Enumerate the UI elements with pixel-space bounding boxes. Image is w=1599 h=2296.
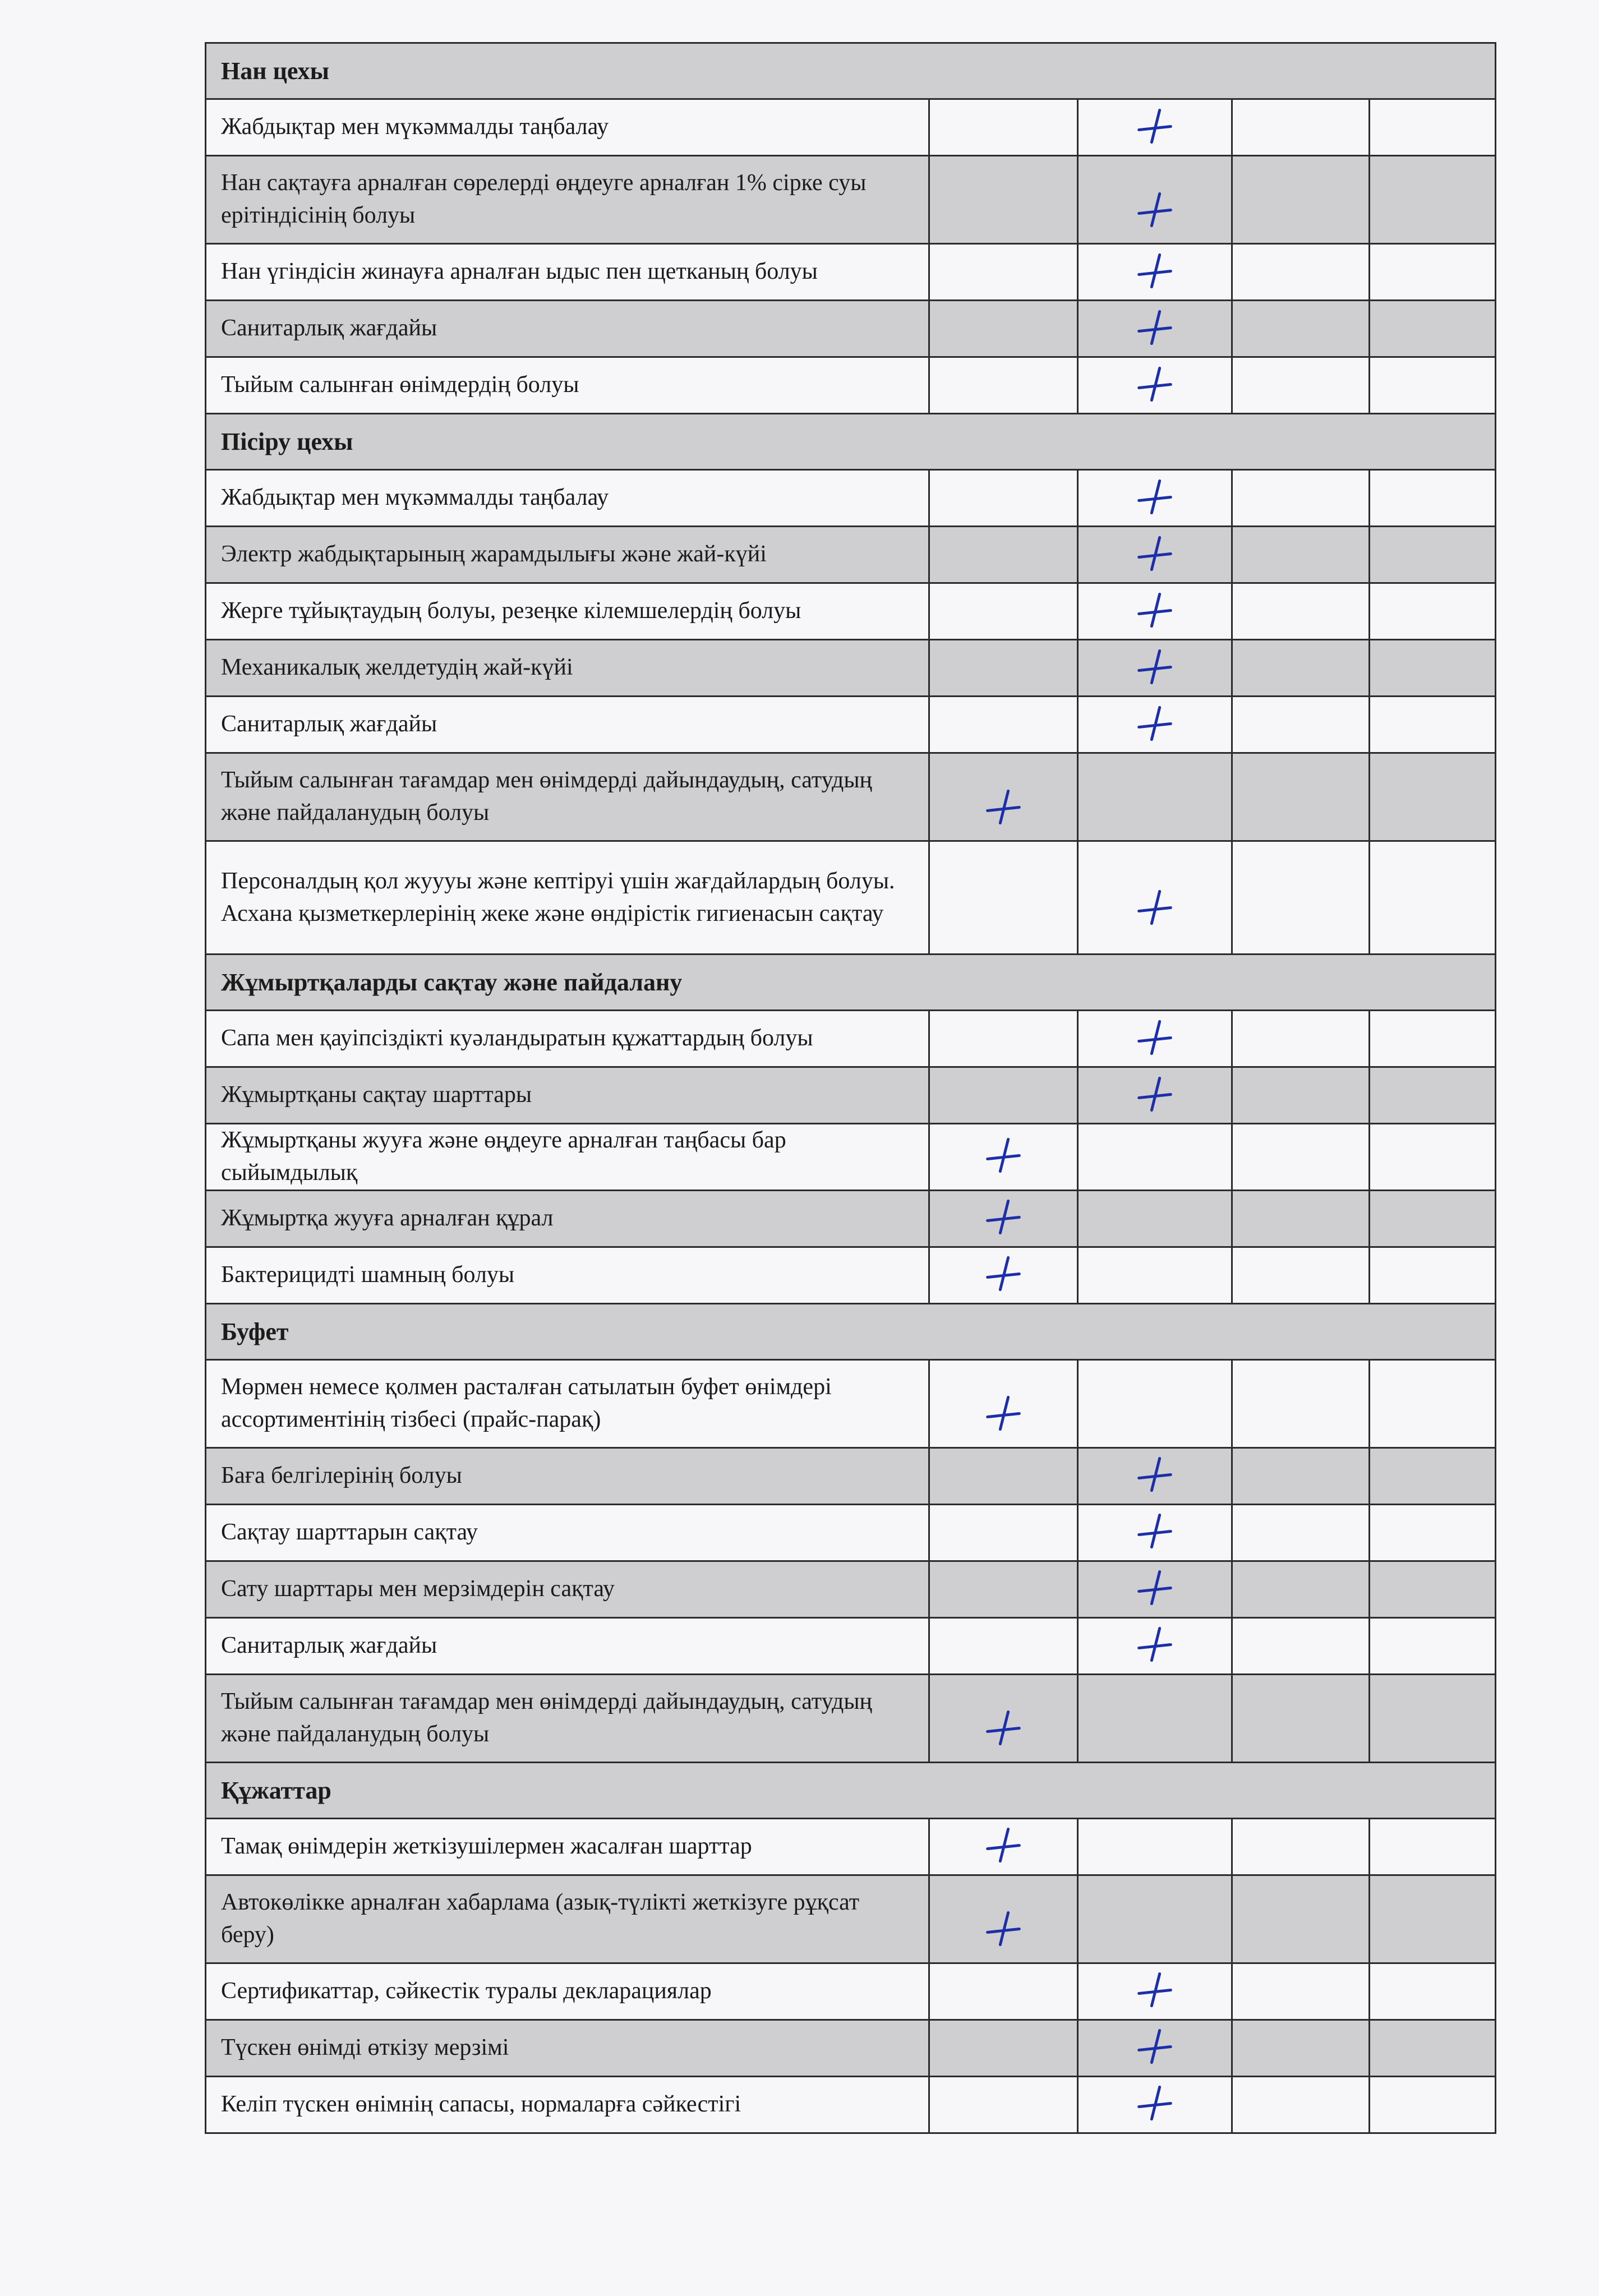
section-title: Пісіру цехы: [206, 414, 1496, 470]
checklist-item-label: Персоналдың қол жуууы және кептіруі үшін жағдайлардың болуы. Асхана қызметкерлерінің жеке және өндірістік гигиенасын сақтау: [206, 841, 929, 955]
mark-cell-2[interactable]: [1078, 697, 1232, 753]
mark-cell-3[interactable]: [1232, 1617, 1370, 1674]
mark-cell-3[interactable]: [1232, 753, 1370, 841]
section-header-row: [206, 955, 1496, 1011]
checklist-row: [206, 357, 1496, 414]
checklist-item-label: Жабдықтар мен мүкәммалды таңбалау: [206, 470, 929, 527]
handwritten-plus-icon: [984, 1825, 1023, 1865]
checklist-item-label: Мөрмен немесе қолмен расталған сатылатын буфет өнімдері ассортиментінің тізбесі (прайс-парақ): [206, 1359, 929, 1447]
checklist-row: [206, 1190, 1496, 1247]
mark-cell-3[interactable]: [1232, 2020, 1370, 2076]
mark-cell-3[interactable]: [1232, 697, 1370, 753]
mark-cell-2[interactable]: [1078, 640, 1232, 697]
mark-cell-2[interactable]: [1078, 2076, 1232, 2133]
handwritten-plus-icon: [984, 1254, 1023, 1293]
mark-cell-3[interactable]: [1232, 1963, 1370, 2020]
handwritten-plus-icon: [1135, 2083, 1174, 2123]
checklist-row: [206, 1818, 1496, 1875]
handwritten-plus-icon: [1135, 107, 1174, 146]
mark-cell-4[interactable]: [1370, 470, 1496, 527]
mark-cell-1[interactable]: [929, 697, 1078, 753]
handwritten-plus-icon: [1135, 1970, 1174, 2009]
checklist-item-label: Бактерицидті шамның болуы: [206, 1247, 929, 1303]
checklist-item-label: Тыйым салынған өнімдердің болуы: [206, 357, 929, 414]
checklist-item-label: Сату шарттары мен мерзімдерін сақтау: [206, 1561, 929, 1617]
mark-cell-2[interactable]: [1078, 1504, 1232, 1561]
mark-cell-3[interactable]: [1232, 99, 1370, 156]
checklist-row: [206, 1963, 1496, 2020]
handwritten-plus-icon: [1135, 251, 1174, 291]
mark-cell-2[interactable]: [1078, 1247, 1232, 1303]
section-title: Жұмыртқаларды сақтау және пайдалану: [206, 955, 1496, 1011]
handwritten-plus-icon: [1135, 704, 1174, 743]
mark-cell-1[interactable]: [929, 841, 1078, 955]
mark-cell-4[interactable]: [1370, 1124, 1496, 1191]
checklist-item-label: Автокөлікке арналған хабарлама (азық-түлікті жеткізуге рұқсат беру): [206, 1875, 929, 1963]
mark-cell-3[interactable]: [1232, 470, 1370, 527]
mark-cell-4[interactable]: [1370, 301, 1496, 357]
checklist-row: [206, 1561, 1496, 1617]
handwritten-plus-icon: [984, 1708, 1023, 1748]
mark-cell-2[interactable]: [1078, 1561, 1232, 1617]
handwritten-plus-icon: [1135, 1625, 1174, 1664]
mark-cell-2[interactable]: [1078, 156, 1232, 244]
mark-cell-3[interactable]: [1232, 2076, 1370, 2133]
handwritten-plus-icon: [1135, 1511, 1174, 1551]
mark-cell-3[interactable]: [1232, 1359, 1370, 1447]
checklist-row: [206, 583, 1496, 640]
checklist-row: [206, 1359, 1496, 1447]
mark-cell-1[interactable]: [929, 1124, 1078, 1191]
checklist-row: [206, 640, 1496, 697]
mark-cell-4[interactable]: [1370, 2076, 1496, 2133]
mark-cell-2[interactable]: [1078, 1963, 1232, 2020]
handwritten-plus-icon: [1135, 888, 1174, 927]
mark-cell-3[interactable]: [1232, 1067, 1370, 1124]
handwritten-plus-icon: [984, 1394, 1023, 1433]
mark-cell-3[interactable]: [1232, 583, 1370, 640]
checklist-row: [206, 753, 1496, 841]
checklist-item-label: Санитарлық жағдайы: [206, 301, 929, 357]
checklist-item-label: Түскен өнімді өткізу мерзімі: [206, 2020, 929, 2076]
checklist-item-label: Жұмыртқаны жууға және өңдеуге арналған таңбасы бар сыйымдылық: [206, 1124, 929, 1191]
mark-cell-1[interactable]: [929, 1359, 1078, 1447]
mark-cell-1[interactable]: [929, 1067, 1078, 1124]
mark-cell-1[interactable]: [929, 583, 1078, 640]
checklist-row: [206, 1247, 1496, 1303]
mark-cell-1[interactable]: [929, 753, 1078, 841]
mark-cell-4[interactable]: [1370, 1617, 1496, 1674]
mark-cell-4[interactable]: [1370, 156, 1496, 244]
checklist-row: [206, 1674, 1496, 1762]
mark-cell-3[interactable]: [1232, 357, 1370, 414]
mark-cell-1[interactable]: [929, 1561, 1078, 1617]
checklist-item-label: Нан сақтауға арналған сөрелерді өңдеуге арналған 1% сірке суы ерітіндісінің болуы: [206, 156, 929, 244]
mark-cell-2[interactable]: [1078, 470, 1232, 527]
checklist-row: [206, 301, 1496, 357]
mark-cell-4[interactable]: [1370, 841, 1496, 955]
mark-cell-1[interactable]: [929, 1818, 1078, 1875]
mark-cell-3[interactable]: [1232, 301, 1370, 357]
mark-cell-4[interactable]: [1370, 99, 1496, 156]
handwritten-plus-icon: [984, 1197, 1023, 1237]
mark-cell-1[interactable]: [929, 527, 1078, 583]
mark-cell-3[interactable]: [1232, 841, 1370, 955]
mark-cell-4[interactable]: [1370, 1561, 1496, 1617]
mark-cell-2[interactable]: [1078, 1617, 1232, 1674]
checklist-row: [206, 470, 1496, 527]
mark-cell-4[interactable]: [1370, 357, 1496, 414]
mark-cell-3[interactable]: [1232, 640, 1370, 697]
section-title: Буфет: [206, 1303, 1496, 1359]
mark-cell-2[interactable]: [1078, 2020, 1232, 2076]
mark-cell-3[interactable]: [1232, 1561, 1370, 1617]
checklist-row: [206, 1875, 1496, 1963]
checklist-row: [206, 1124, 1496, 1191]
mark-cell-4[interactable]: [1370, 1674, 1496, 1762]
mark-cell-3[interactable]: [1232, 527, 1370, 583]
mark-cell-1[interactable]: [929, 99, 1078, 156]
mark-cell-4[interactable]: [1370, 1818, 1496, 1875]
mark-cell-3[interactable]: [1232, 1011, 1370, 1067]
checklist-item-label: Жерге тұйықтаудың болуы, резеңке кілемшелердің болуы: [206, 583, 929, 640]
checklist-item-label: Санитарлық жағдайы: [206, 697, 929, 753]
mark-cell-1[interactable]: [929, 244, 1078, 301]
checklist-item-label: Санитарлық жағдайы: [206, 1617, 929, 1674]
mark-cell-2[interactable]: [1078, 841, 1232, 955]
mark-cell-1[interactable]: [929, 1011, 1078, 1067]
mark-cell-3[interactable]: [1232, 1447, 1370, 1504]
handwritten-plus-icon: [1135, 365, 1174, 404]
section-header-row: [206, 43, 1496, 99]
mark-cell-4[interactable]: [1370, 1190, 1496, 1247]
mark-cell-4[interactable]: [1370, 1247, 1496, 1303]
section-title: Нан цехы: [206, 43, 1496, 99]
mark-cell-2[interactable]: [1078, 583, 1232, 640]
handwritten-plus-icon: [1135, 1455, 1174, 1494]
checklist-row: [206, 1504, 1496, 1561]
mark-cell-4[interactable]: [1370, 697, 1496, 753]
mark-cell-1[interactable]: [929, 1875, 1078, 1963]
mark-cell-3[interactable]: [1232, 1124, 1370, 1191]
mark-cell-4[interactable]: [1370, 2020, 1496, 2076]
mark-cell-1[interactable]: [929, 2076, 1078, 2133]
handwritten-plus-icon: [1135, 534, 1174, 573]
mark-cell-1[interactable]: [929, 301, 1078, 357]
mark-cell-2[interactable]: [1078, 1447, 1232, 1504]
mark-cell-4[interactable]: [1370, 244, 1496, 301]
inspection-checklist-table: [205, 42, 1496, 2134]
mark-cell-4[interactable]: [1370, 753, 1496, 841]
checklist-item-label: Нан үгіндісін жинауға арналған ыдыс пен щетканың болуы: [206, 244, 929, 301]
mark-cell-4[interactable]: [1370, 1359, 1496, 1447]
mark-cell-1[interactable]: [929, 470, 1078, 527]
mark-cell-1[interactable]: [929, 156, 1078, 244]
mark-cell-3[interactable]: [1232, 1190, 1370, 1247]
mark-cell-4[interactable]: [1370, 1875, 1496, 1963]
section-header-row: [206, 1303, 1496, 1359]
checklist-item-label: Тамақ өнімдерін жеткізушілермен жасалған шарттар: [206, 1818, 929, 1875]
mark-cell-3[interactable]: [1232, 1247, 1370, 1303]
handwritten-plus-icon: [984, 787, 1023, 827]
handwritten-plus-icon: [1135, 308, 1174, 347]
mark-cell-2[interactable]: [1078, 1190, 1232, 1247]
checklist-row: [206, 1011, 1496, 1067]
handwritten-plus-icon: [1135, 1568, 1174, 1607]
mark-cell-3[interactable]: [1232, 1875, 1370, 1963]
checklist-item-label: Сапа мен қауіпсіздікті куәландыратын құжаттардың болуы: [206, 1011, 929, 1067]
checklist-row: [206, 244, 1496, 301]
mark-cell-2[interactable]: [1078, 357, 1232, 414]
mark-cell-4[interactable]: [1370, 527, 1496, 583]
mark-cell-2[interactable]: [1078, 1011, 1232, 1067]
checklist-item-label: Жұмыртқа жууға арналған құрал: [206, 1190, 929, 1247]
checklist-row: [206, 2020, 1496, 2076]
mark-cell-4[interactable]: [1370, 1011, 1496, 1067]
handwritten-plus-icon: [1135, 190, 1174, 229]
checklist-row: [206, 527, 1496, 583]
mark-cell-1[interactable]: [929, 1617, 1078, 1674]
mark-cell-2[interactable]: [1078, 1674, 1232, 1762]
handwritten-plus-icon: [1135, 477, 1174, 517]
mark-cell-1[interactable]: [929, 1447, 1078, 1504]
section-header-row: [206, 1762, 1496, 1818]
handwritten-plus-icon: [984, 1909, 1023, 1948]
mark-cell-1[interactable]: [929, 1963, 1078, 2020]
mark-cell-2[interactable]: [1078, 527, 1232, 583]
checklist-item-label: Баға белгілерінің болуы: [206, 1447, 929, 1504]
checklist-row: [206, 99, 1496, 156]
checklist-row: [206, 841, 1496, 955]
mark-cell-3[interactable]: [1232, 244, 1370, 301]
mark-cell-2[interactable]: [1078, 99, 1232, 156]
mark-cell-1[interactable]: [929, 1504, 1078, 1561]
mark-cell-2[interactable]: [1078, 1067, 1232, 1124]
checklist-item-label: Сертификаттар, сәйкестік туралы декларациялар: [206, 1963, 929, 2020]
mark-cell-2[interactable]: [1078, 753, 1232, 841]
section-header-row: [206, 414, 1496, 470]
mark-cell-1[interactable]: [929, 1674, 1078, 1762]
mark-cell-2[interactable]: [1078, 1875, 1232, 1963]
mark-cell-2[interactable]: [1078, 1818, 1232, 1875]
checklist-item-label: Тыйым салынған тағамдар мен өнімдерді дайындаудың, сатудың және пайдаланудың болуы: [206, 1674, 929, 1762]
handwritten-plus-icon: [1135, 591, 1174, 630]
mark-cell-1[interactable]: [929, 357, 1078, 414]
checklist-item-label: Жабдықтар мен мүкәммалды таңбалау: [206, 99, 929, 156]
mark-cell-4[interactable]: [1370, 640, 1496, 697]
mark-cell-4[interactable]: [1370, 1447, 1496, 1504]
mark-cell-1[interactable]: [929, 2020, 1078, 2076]
checklist-item-label: Келіп түскен өнімнің сапасы, нормаларға сәйкестігі: [206, 2076, 929, 2133]
handwritten-plus-icon: [1135, 1018, 1174, 1057]
checklist-item-label: Сақтау шарттарын сақтау: [206, 1504, 929, 1561]
mark-cell-1[interactable]: [929, 640, 1078, 697]
checklist-item-label: Жұмыртқаны сақтау шарттары: [206, 1067, 929, 1124]
section-title: Құжаттар: [206, 1762, 1496, 1818]
handwritten-plus-icon: [984, 1136, 1023, 1175]
mark-cell-4[interactable]: [1370, 1067, 1496, 1124]
checklist-body: [206, 43, 1496, 2133]
checklist-item-label: Электр жабдықтарының жарамдылығы және жай-күйі: [206, 527, 929, 583]
handwritten-plus-icon: [1135, 2027, 1174, 2066]
mark-cell-3[interactable]: [1232, 156, 1370, 244]
mark-cell-4[interactable]: [1370, 583, 1496, 640]
mark-cell-2[interactable]: [1078, 244, 1232, 301]
mark-cell-1[interactable]: [929, 1190, 1078, 1247]
mark-cell-2[interactable]: [1078, 301, 1232, 357]
checklist-item-label: Механикалық желдетудің жай-күйі: [206, 640, 929, 697]
mark-cell-4[interactable]: [1370, 1963, 1496, 2020]
mark-cell-2[interactable]: [1078, 1124, 1232, 1191]
checklist-row: [206, 697, 1496, 753]
mark-cell-3[interactable]: [1232, 1818, 1370, 1875]
checklist-item-label: Тыйым салынған тағамдар мен өнімдерді дайындаудың, сатудың және пайдаланудың болуы: [206, 753, 929, 841]
handwritten-plus-icon: [1135, 1075, 1174, 1114]
handwritten-plus-icon: [1135, 647, 1174, 686]
checklist-row: [206, 2076, 1496, 2133]
checklist-row: [206, 1447, 1496, 1504]
mark-cell-4[interactable]: [1370, 1504, 1496, 1561]
mark-cell-3[interactable]: [1232, 1674, 1370, 1762]
checklist-row: [206, 1067, 1496, 1124]
mark-cell-1[interactable]: [929, 1247, 1078, 1303]
mark-cell-3[interactable]: [1232, 1504, 1370, 1561]
checklist-row: [206, 156, 1496, 244]
checklist-row: [206, 1617, 1496, 1674]
mark-cell-2[interactable]: [1078, 1359, 1232, 1447]
